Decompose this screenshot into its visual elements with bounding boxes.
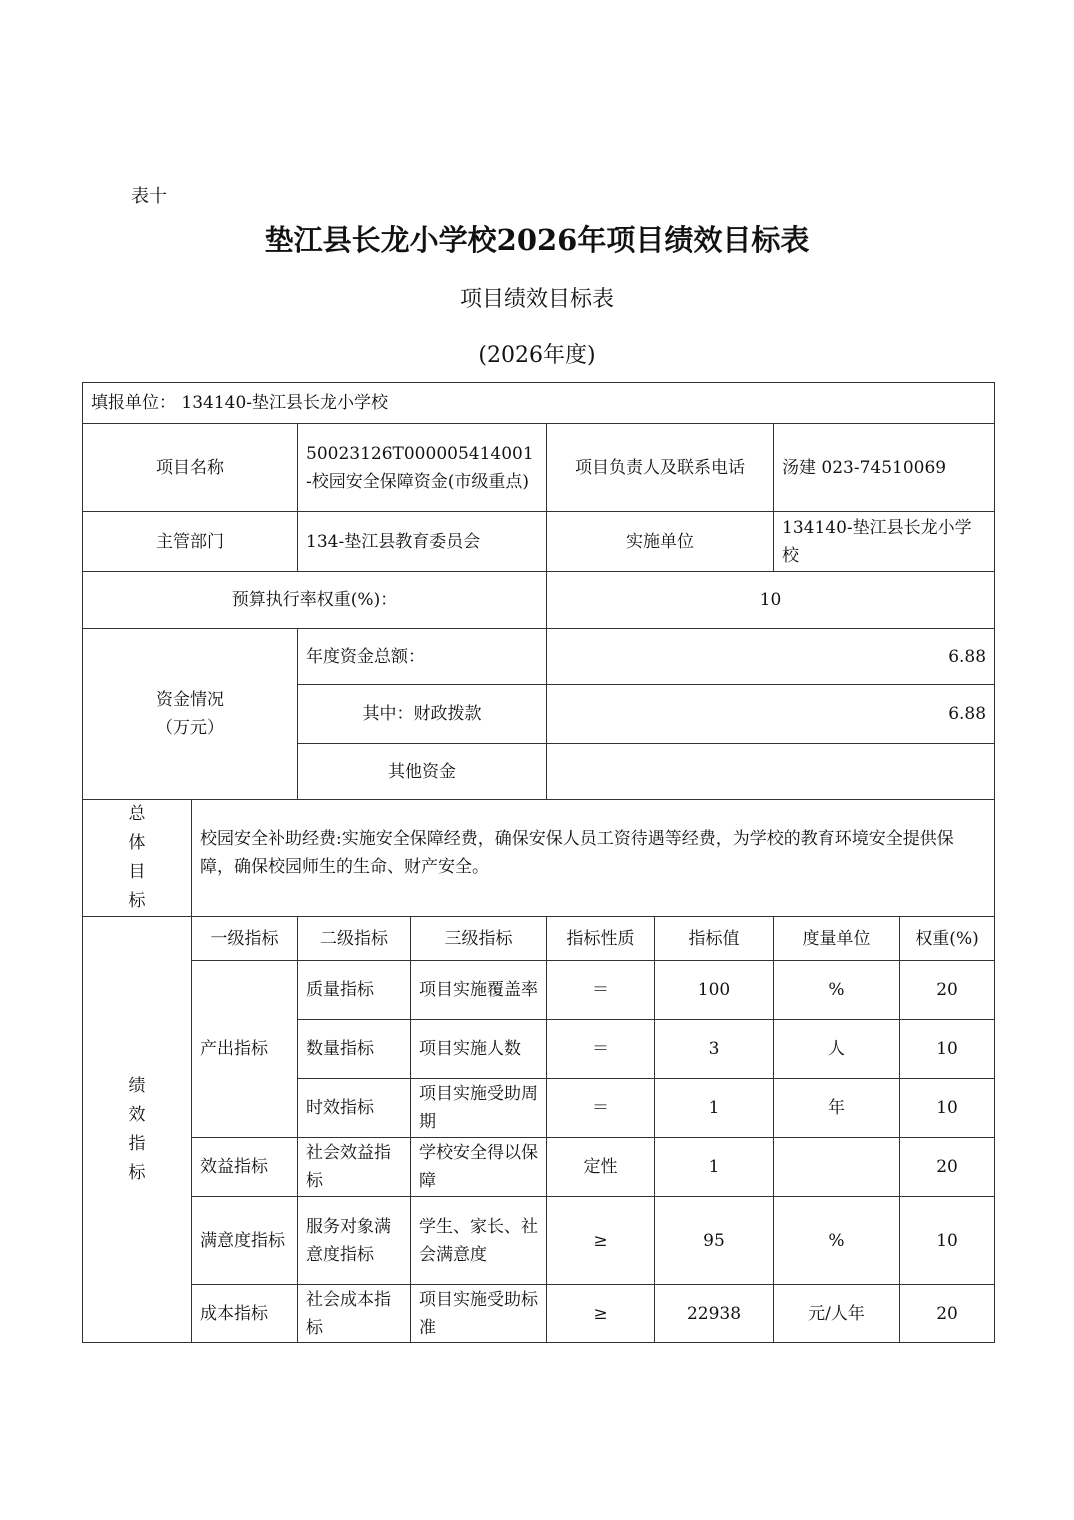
funds-other-value: [547, 744, 995, 800]
indicator-row: [83, 961, 995, 1020]
header-level1: 一级指标: [192, 917, 298, 961]
impl-label: 实施单位: [547, 512, 774, 572]
funds-label-line1: 资金情况: [156, 690, 224, 710]
header-level2: 二级指标: [298, 917, 411, 961]
weight-cell: 20: [900, 961, 995, 1020]
goal-text: 校园安全补助经费:实施安全保障经费，确保安保人员工资待遇等经费，为学校的教育环境安全提供保障，确保校园师生的生命、财产安全。: [192, 800, 995, 917]
dept-row: [83, 512, 995, 572]
project-name-row: [83, 424, 995, 512]
unit-cell: [774, 1138, 900, 1197]
value-cell: 1: [655, 1079, 774, 1138]
value-cell: 95: [655, 1197, 774, 1285]
weight-cell: 10: [900, 1079, 995, 1138]
level3-cell: 学校安全得以保障: [411, 1138, 547, 1197]
funds-label-line2: （万元）: [156, 718, 224, 738]
budget-rate-label: 预算执行率权重(%)：: [83, 572, 547, 629]
indicator-header-row: [83, 917, 995, 961]
contact-label: 项目负责人及联系电话: [547, 424, 774, 512]
budget-rate-value: 10: [547, 572, 995, 629]
unit-cell: %: [774, 961, 900, 1020]
nature-cell: ＝: [547, 1079, 655, 1138]
level2-cell: 数量指标: [298, 1020, 411, 1079]
unit-cell: 人: [774, 1020, 900, 1079]
impl-value: 134140-垫江县长龙小学校: [774, 512, 995, 572]
project-name-value: 50023126T000005414001-校园安全保障资金(市级重点): [298, 424, 547, 512]
goal-row: [83, 800, 995, 917]
nature-cell: ＝: [547, 1020, 655, 1079]
performance-table: [82, 382, 995, 1343]
value-cell: 22938: [655, 1285, 774, 1343]
nature-cell: 定性: [547, 1138, 655, 1197]
funds-label: [83, 629, 298, 800]
goal-label-char: 总: [128, 804, 146, 824]
funds-total-row: [83, 629, 995, 685]
indicators-label-char: 标: [128, 1162, 146, 1183]
dept-label: 主管部门: [83, 512, 298, 572]
funds-total-value: 6.88: [547, 629, 995, 685]
goal-label: [83, 800, 192, 917]
value-cell: 3: [655, 1020, 774, 1079]
fill-unit-value: 134140-垫江县长龙小学校: [181, 393, 389, 413]
indicators-label-char: 效: [128, 1104, 146, 1125]
level3-cell: 项目实施覆盖率: [411, 961, 547, 1020]
goal-label-char: 目: [128, 862, 146, 882]
level2-cell: 社会效益指标: [298, 1138, 411, 1197]
fill-unit-cell: [83, 383, 995, 424]
unit-cell: %: [774, 1197, 900, 1285]
funds-fiscal-value: 6.88: [547, 685, 995, 744]
level2-cell: 时效指标: [298, 1079, 411, 1138]
header-nature: 指标性质: [547, 917, 655, 961]
level2-cell: 服务对象满意度指标: [298, 1197, 411, 1285]
nature-cell: ≥: [547, 1197, 655, 1285]
level1-cell: 效益指标: [192, 1138, 298, 1197]
level3-cell: 学生、家长、社会满意度: [411, 1197, 547, 1285]
funds-total-label: 年度资金总额：: [298, 629, 547, 685]
indicator-row: [83, 1197, 995, 1285]
contact-value: 汤建 023-74510069: [774, 424, 995, 512]
funds-other-label: 其他资金: [298, 744, 547, 800]
fill-unit-row: [83, 383, 995, 424]
header-level3: 三级指标: [411, 917, 547, 961]
weight-cell: 10: [900, 1197, 995, 1285]
header-unit: 度量单位: [774, 917, 900, 961]
indicators-label: [83, 917, 192, 1343]
funds-fiscal-label: 其中：财政拨款: [298, 685, 547, 744]
budget-rate-row: [83, 572, 995, 629]
table-number: 表十: [131, 186, 167, 207]
goal-label-char: 体: [128, 833, 146, 853]
nature-cell: ＝: [547, 961, 655, 1020]
level1-cell: 成本指标: [192, 1285, 298, 1343]
weight-cell: 20: [900, 1285, 995, 1343]
fiscal-year: (2026年度): [478, 343, 596, 368]
indicators-label-char: 绩: [128, 1075, 146, 1096]
weight-cell: 10: [900, 1020, 995, 1079]
project-name-label: 项目名称: [83, 424, 298, 512]
document-subtitle: 项目绩效目标表: [459, 287, 614, 312]
level3-cell: 项目实施人数: [411, 1020, 547, 1079]
indicator-row: [83, 1285, 995, 1343]
value-cell: 1: [655, 1138, 774, 1197]
level1-cell: 满意度指标: [192, 1197, 298, 1285]
level2-cell: 社会成本指标: [298, 1285, 411, 1343]
nature-cell: ≥: [547, 1285, 655, 1343]
value-cell: 100: [655, 961, 774, 1020]
level3-cell: 项目实施受助标准: [411, 1285, 547, 1343]
level2-cell: 质量指标: [298, 961, 411, 1020]
indicator-row: [83, 1138, 995, 1197]
header-weight: 权重(%): [900, 917, 995, 961]
weight-cell: 20: [900, 1138, 995, 1197]
level3-cell: 项目实施受助周期: [411, 1079, 547, 1138]
unit-cell: 元/人年: [774, 1285, 900, 1343]
indicators-label-char: 指: [128, 1133, 146, 1154]
document-title: 垫江县长龙小学校2026年项目绩效目标表: [264, 223, 810, 257]
header-value: 指标值: [655, 917, 774, 961]
unit-cell: 年: [774, 1079, 900, 1138]
goal-label-char: 标: [128, 891, 146, 911]
level1-cell: 产出指标: [192, 961, 298, 1138]
dept-value: 134-垫江县教育委员会: [298, 512, 547, 572]
fill-unit-label: 填报单位：: [91, 393, 176, 413]
